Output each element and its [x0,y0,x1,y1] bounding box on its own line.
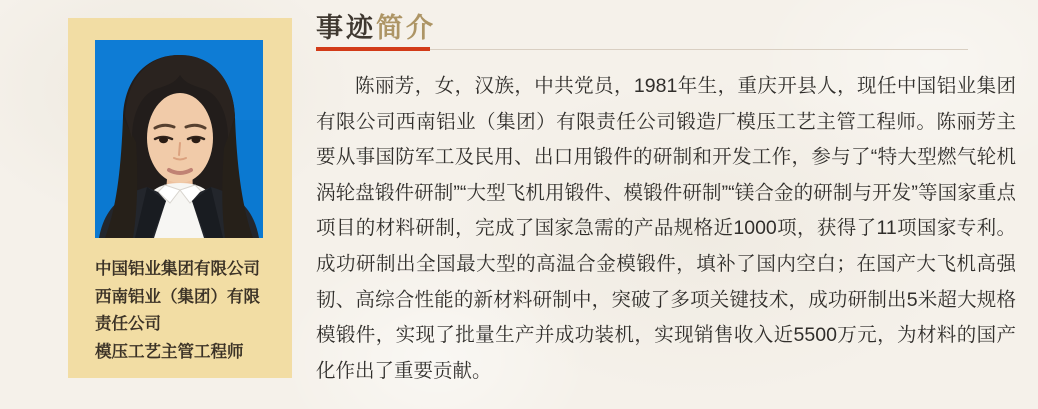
portrait-photo [95,40,263,238]
caption-line-company-2: 西南铝业（集团）有限 [95,287,260,306]
title-rule [316,47,968,51]
section-title-accent: 简介 [376,13,436,43]
biography-section [316,12,1016,389]
section-title-primary: 事迹 [316,13,376,43]
caption-line-company-3: 责任公司 [95,315,161,333]
profile-card [68,18,292,378]
section-title [316,12,1016,44]
title-underline-accent [316,47,430,51]
caption-line-company-1: 中国铝业集团有限公司 [95,260,260,278]
portrait-photo-illustration [95,40,263,238]
photo-caption [95,256,275,366]
biography-paragraph: 陈丽芳，女，汉族，中共党员，1981年生，重庆开县人，现任中国铝业集团有限公司西南铝业（集团）有限责任公司锻造厂模压工艺主管工程师。陈丽芳主要从事国防军工及民用、出口用锻件的研制和开发工作，参与了“特大型燃气轮机涡轮盘锻件研制”“大型飞机用锻件、模锻件研制”“镁合金的研制与开发”等国家重点项目的材料研制，完成了国家急需的产品规格近1000项，获得了11项国家专利。成功研制出全国最大型的高温合金模锻件，填补了国内空白；在国产大飞机高强韧、高综合性能的新材料研制中，突破了多项关键技术，成功研制出5米超大规格模锻件，实现了批量生产并成功装机，实现销售收入近5500万元，为材料的国产化作出了重要贡献。 [316,75,1016,382]
caption-line-job-title: 模压工艺主管工程师 [95,342,244,361]
